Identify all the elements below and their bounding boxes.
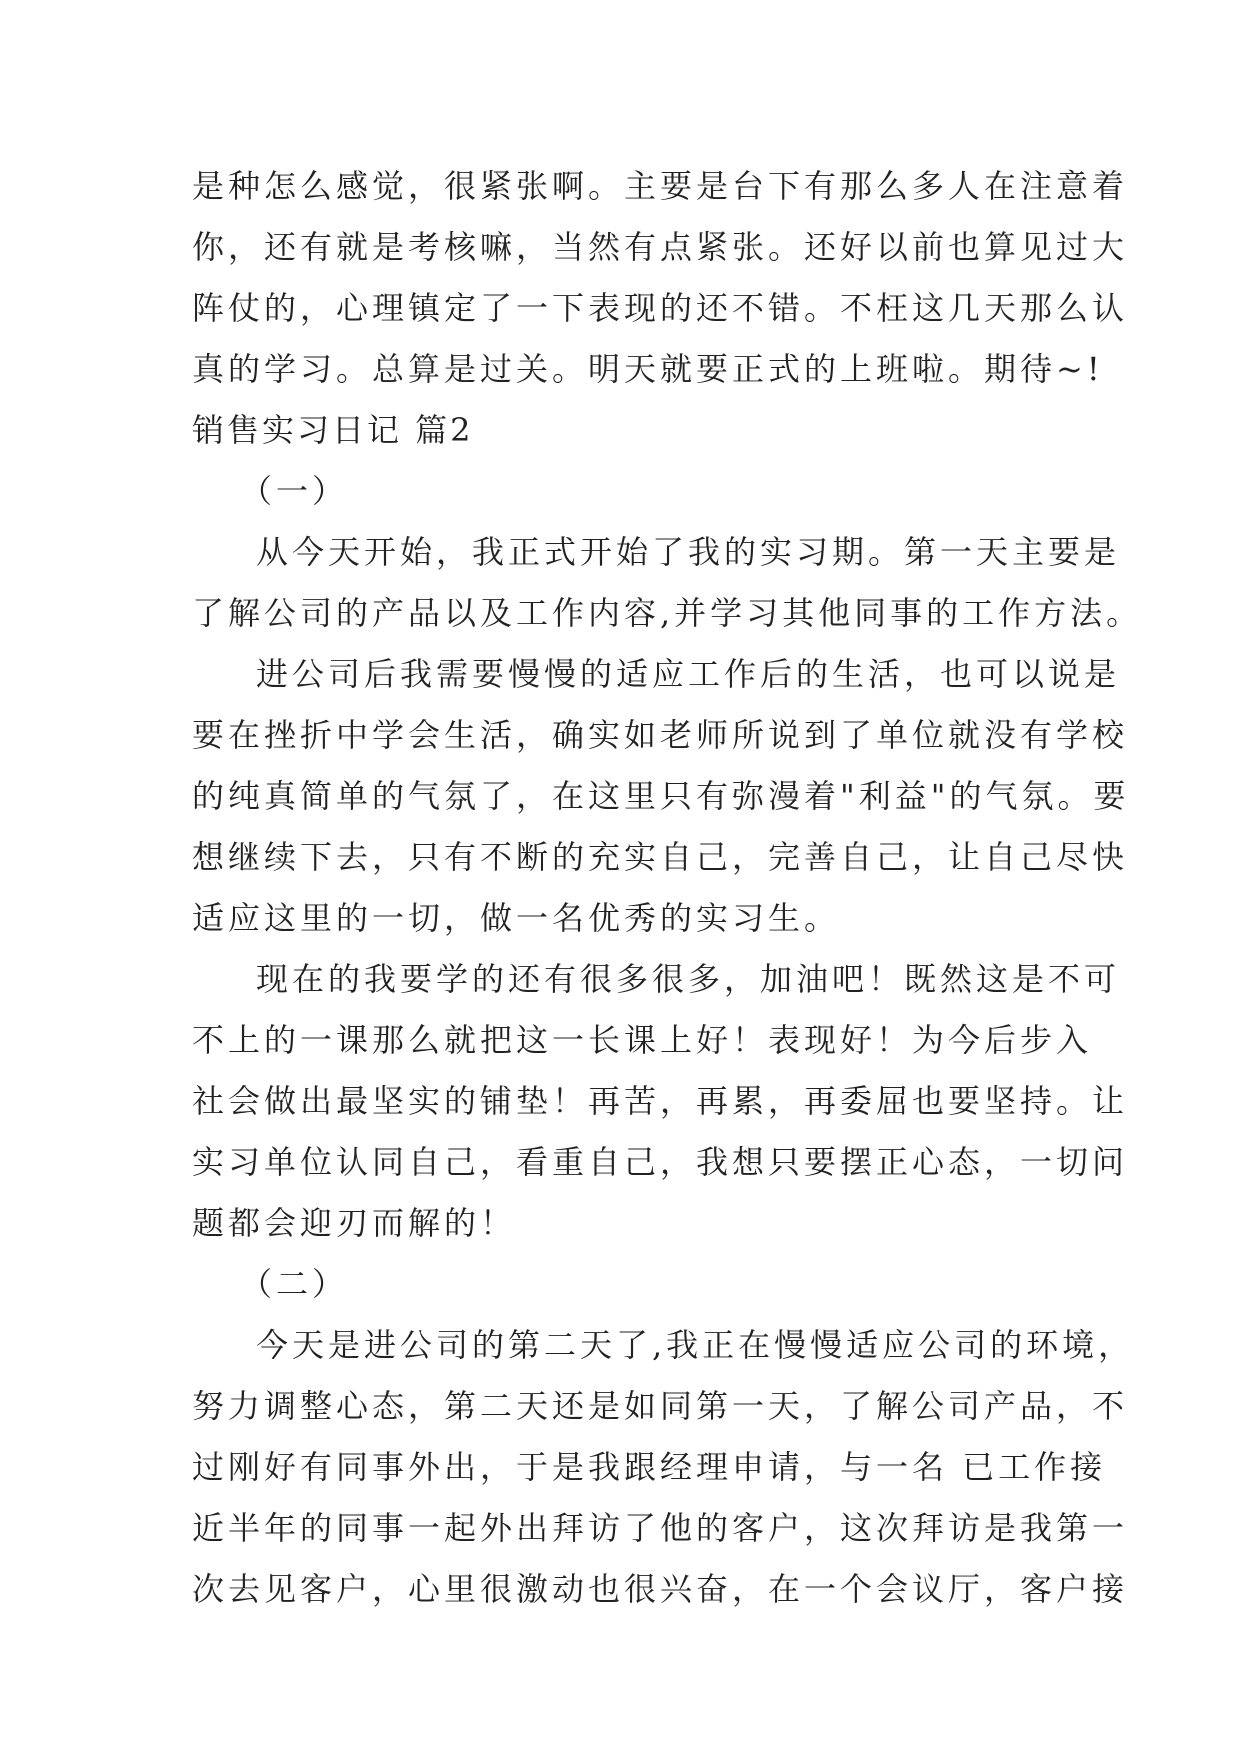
text-line: 真的学习。总算是过关。明天就要正式的上班啦。期待~! bbox=[192, 350, 1104, 388]
text-line: 进公司后我需要慢慢的适应工作后的生活，也可以说是 bbox=[256, 655, 1121, 693]
subsection-marker: （二） bbox=[240, 1265, 349, 1303]
text-line: 从今天开始，我正式开始了我的实习期。第一天主要是 bbox=[256, 533, 1121, 571]
text-line: 今天是进公司的第二天了,我正在慢慢适应公司的环境， bbox=[256, 1326, 1135, 1364]
subsection-marker: （一） bbox=[240, 472, 349, 510]
section-heading: 销售实习日记 篇2 bbox=[192, 411, 474, 449]
text-line: 适应这里的一切，做一名优秀的实习生。 bbox=[192, 899, 841, 937]
text-line: 努力调整心态，第二天还是如同第一天，了解公司产品，不 bbox=[192, 1387, 1129, 1425]
text-line: 了解公司的产品以及工作内容,并学习其他同事的工作方法。 bbox=[192, 594, 1143, 632]
text-line: 过刚好有同事外出，于是我跟经理申请，与一名 已工作接 bbox=[192, 1448, 1107, 1486]
text-line: 次去见客户，心里很激动也很兴奋，在一个会议厅，客户接 bbox=[192, 1570, 1129, 1608]
text-line: 现在的我要学的还有很多很多，加油吧！既然这是不可 bbox=[256, 960, 1121, 998]
text-line: 的纯真简单的气氛了，在这里只有弥漫着"利益"的气氛。要 bbox=[192, 777, 1130, 815]
text-line: 近半年的同事一起外出拜访了他的客户，这次拜访是我第一 bbox=[192, 1509, 1129, 1547]
text-line: 你，还有就是考核嘛，当然有点紧张。还好以前也算见过大 bbox=[192, 228, 1129, 266]
text-line: 实习单位认同自己，看重自己，我想只要摆正心态，一切问 bbox=[192, 1143, 1129, 1181]
text-line: 阵仗的，心理镇定了一下表现的还不错。不枉这几天那么认 bbox=[192, 289, 1129, 327]
text-line: 社会做出最坚实的铺垫！再苦，再累，再委屈也要坚持。让 bbox=[192, 1082, 1129, 1120]
text-line: 不上的一课那么就把这一长课上好！表现好！为今后步入 bbox=[192, 1021, 1093, 1059]
text-line: 要在挫折中学会生活，确实如老师所说到了单位就没有学校 bbox=[192, 716, 1129, 754]
document-body bbox=[192, 156, 1143, 1620]
text-line: 题都会迎刃而解的！ bbox=[192, 1204, 517, 1242]
text-line: 是种怎么感觉，很紧张啊。主要是台下有那么多人在注意着 bbox=[192, 167, 1129, 205]
text-line: 想继续下去，只有不断的充实自己，完善自己，让自己尽快 bbox=[192, 838, 1129, 876]
